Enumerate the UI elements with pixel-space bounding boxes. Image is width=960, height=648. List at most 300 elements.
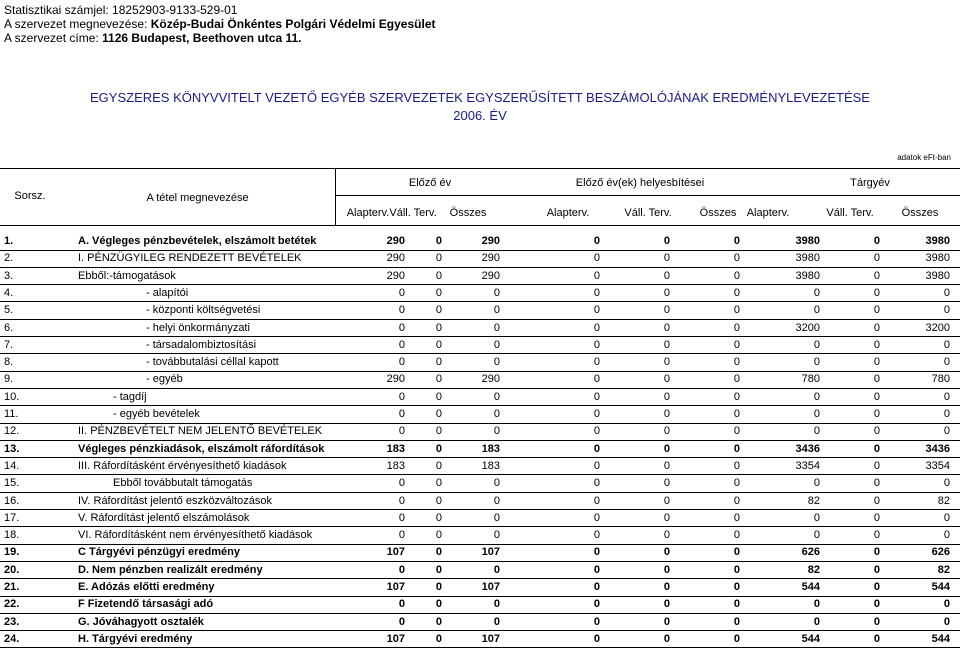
col-group-current-year: Tárgyév: [850, 177, 890, 189]
row-value: 0: [593, 252, 600, 265]
row-number: 3.: [4, 269, 14, 282]
row-value: 0: [733, 304, 740, 317]
row-value: 0: [873, 632, 880, 645]
org-address-value: 1126 Budapest, Beethoven utca 11.: [102, 31, 302, 45]
row-value: 0: [398, 408, 405, 420]
row-value: 0: [733, 511, 740, 524]
row-value: 0: [943, 390, 950, 403]
row-value: 0: [663, 459, 670, 472]
row-value: 0: [593, 390, 600, 403]
row-value: 0: [593, 235, 600, 247]
row-number: 20.: [4, 563, 20, 576]
row-value: 0: [493, 494, 500, 507]
row-number: 8.: [4, 356, 14, 369]
row-number: 5.: [4, 304, 14, 317]
row-value: 0: [813, 511, 820, 524]
row-value: 0: [733, 269, 740, 282]
row-value: 0: [593, 511, 600, 524]
row-value: 0: [493, 511, 500, 524]
row-number: 16.: [4, 494, 20, 507]
row-value: 0: [813, 304, 820, 317]
row-number: 4.: [4, 286, 14, 299]
row-label: IV. Ráfordítást jelentő eszközváltozások: [78, 494, 273, 507]
table-row: [0, 302, 960, 319]
row-label: A. Végleges pénzbevételek, elszámolt betétek: [78, 235, 317, 247]
row-value: 3200: [925, 321, 950, 334]
row-value: 0: [435, 615, 442, 628]
table-row: [0, 614, 960, 631]
row-value: 0: [593, 442, 600, 455]
row-value: 0: [943, 338, 950, 351]
row-value: 0: [733, 546, 740, 559]
row-label: Ebből:-támogatások: [78, 269, 176, 282]
col-group-corrections: Előző év(ek) helyesbítései: [575, 177, 705, 189]
org-address-line: [4, 31, 301, 45]
row-value: 0: [733, 373, 740, 386]
row-value: 0: [733, 321, 740, 334]
row-value: 0: [493, 425, 500, 438]
row-value: 626: [801, 546, 820, 559]
row-value: 0: [733, 408, 740, 420]
table-row: [0, 579, 960, 596]
row-value: 0: [435, 408, 442, 420]
row-value: 0: [943, 304, 950, 317]
row-label: H. Tárgyévi eredmény: [78, 632, 193, 645]
row-value: 0: [435, 321, 442, 334]
row-value: 0: [435, 477, 442, 490]
header-group-divider: [335, 195, 960, 196]
row-value: 0: [493, 356, 500, 369]
org-address-label: A szervezet címe:: [4, 31, 103, 45]
table-row: [0, 389, 960, 406]
table-row: [0, 285, 960, 302]
row-value: 0: [663, 390, 670, 403]
row-value: 183: [481, 442, 500, 455]
row-value: 0: [813, 529, 820, 542]
row-value: 183: [386, 459, 405, 472]
table-row: [0, 423, 960, 440]
row-value: 0: [733, 459, 740, 472]
row-value: 0: [593, 459, 600, 472]
row-number: 9.: [4, 373, 14, 386]
row-value: 0: [873, 286, 880, 299]
row-value: 0: [873, 269, 880, 282]
table-row: [0, 371, 960, 388]
row-value: 626: [931, 546, 950, 559]
row-value: 0: [873, 598, 880, 611]
row-value: 0: [435, 269, 442, 282]
row-number: 14.: [4, 459, 20, 472]
row-value: 0: [663, 442, 670, 455]
row-value: 0: [593, 269, 600, 282]
row-value: 0: [593, 286, 600, 299]
org-name-line: [4, 17, 436, 31]
row-value: 0: [873, 321, 880, 334]
row-value: 544: [801, 632, 820, 645]
row-value: 3980: [925, 235, 950, 247]
row-value: 82: [937, 494, 950, 507]
row-value: 0: [733, 252, 740, 265]
row-value: 0: [813, 338, 820, 351]
row-value: 0: [813, 477, 820, 490]
row-value: 0: [435, 252, 442, 265]
row-value: 0: [435, 563, 442, 576]
report-title: EGYSZERES KÖNYVVITELT VEZETŐ EGYÉB SZERVEZETEK EGYSZERŰSÍTETT BESZÁMOLÓJÁNAK EREDMÉNYLEVEZETÉSE: [90, 90, 870, 105]
table-row: [0, 493, 960, 510]
row-value: 0: [398, 494, 405, 507]
row-value: 0: [398, 390, 405, 403]
table-row: [0, 544, 960, 561]
row-value: 0: [873, 563, 880, 576]
row-value: 0: [733, 615, 740, 628]
row-value: 0: [663, 286, 670, 299]
row-value: 0: [873, 252, 880, 265]
row-value: 290: [481, 235, 500, 247]
row-value: 0: [663, 632, 670, 645]
row-value: 0: [663, 338, 670, 351]
row-value: 0: [398, 425, 405, 438]
row-number: 24.: [4, 632, 20, 645]
row-value: 0: [943, 477, 950, 490]
row-value: 0: [593, 477, 600, 490]
row-value: 0: [435, 425, 442, 438]
row-value: 0: [733, 338, 740, 351]
row-value: 0: [873, 459, 880, 472]
row-value: 0: [493, 304, 500, 317]
row-value: 0: [943, 286, 950, 299]
col-group-previous-year: Előző év: [408, 177, 452, 189]
row-value: 0: [593, 529, 600, 542]
row-number: 13.: [4, 442, 20, 455]
row-value: 0: [663, 304, 670, 317]
row-label: - tagdíj: [113, 390, 147, 403]
row-value: 0: [398, 321, 405, 334]
row-value: 0: [733, 632, 740, 645]
row-value: 0: [943, 356, 950, 369]
row-value: 0: [663, 425, 670, 438]
row-value: 0: [813, 598, 820, 611]
row-label: Ebből továbbutalt támogatás: [113, 477, 253, 490]
row-label: - alapítói: [146, 286, 189, 299]
row-value: 0: [873, 304, 880, 317]
row-value: 0: [435, 304, 442, 317]
table-row: [0, 406, 960, 423]
row-value: 0: [398, 477, 405, 490]
row-value: 0: [873, 511, 880, 524]
row-value: 3980: [795, 269, 820, 282]
row-value: 0: [733, 563, 740, 576]
row-label: - társadalombiztosítási: [146, 338, 257, 351]
row-value: 0: [873, 442, 880, 455]
row-value: 0: [873, 338, 880, 351]
row-number: 11.: [4, 408, 19, 420]
row-value: 0: [943, 425, 950, 438]
row-value: 544: [801, 581, 820, 593]
row-value: 544: [931, 632, 950, 645]
row-value: 0: [593, 581, 600, 593]
row-value: 107: [386, 632, 405, 645]
row-value: 0: [663, 494, 670, 507]
row-value: 780: [801, 373, 820, 386]
row-value: 0: [813, 615, 820, 628]
row-value: 0: [493, 598, 500, 611]
row-value: 183: [386, 442, 405, 455]
subcol-header: Alapterv.: [346, 207, 390, 219]
row-number: 6.: [4, 321, 14, 334]
row-value: 0: [593, 563, 600, 576]
row-value: 0: [435, 581, 442, 593]
table-row: [0, 562, 960, 579]
row-value: 0: [733, 581, 740, 593]
table-row: [0, 250, 960, 267]
row-number: 18.: [4, 529, 20, 542]
row-label: D. Nem pénzben realizált eredmény: [78, 563, 263, 576]
row-value: 0: [493, 477, 500, 490]
row-value: 0: [663, 477, 670, 490]
row-value: 0: [733, 390, 740, 403]
row-value: 0: [663, 269, 670, 282]
row-value: 0: [593, 321, 600, 334]
row-value: 3436: [795, 442, 820, 455]
row-value: 0: [398, 286, 405, 299]
row-value: 290: [386, 235, 405, 247]
row-value: 107: [481, 546, 500, 559]
row-value: 0: [593, 494, 600, 507]
row-value: 0: [593, 546, 600, 559]
row-value: 0: [733, 598, 740, 611]
row-value: 0: [663, 408, 670, 420]
row-value: 0: [663, 511, 670, 524]
row-value: 0: [663, 615, 670, 628]
table-row: [0, 510, 960, 527]
unit-note: adatok eFt-ban: [897, 153, 951, 162]
row-value: 0: [873, 390, 880, 403]
row-label: C Tárgyévi pénzügyi eredmény: [78, 546, 240, 559]
row-number: 2.: [4, 252, 14, 265]
row-number: 7.: [4, 338, 14, 351]
row-value: 0: [435, 442, 442, 455]
row-value: 0: [663, 529, 670, 542]
row-number: 21.: [4, 581, 20, 593]
row-number: 1.: [4, 235, 14, 247]
row-value: 0: [663, 581, 670, 593]
row-value: 0: [733, 494, 740, 507]
row-value: 82: [807, 563, 820, 576]
row-value: 0: [663, 373, 670, 386]
row-value: 0: [435, 286, 442, 299]
row-value: 0: [435, 338, 442, 351]
row-number: 17.: [4, 511, 20, 524]
row-value: 290: [481, 252, 500, 265]
header-top-border: [0, 168, 960, 169]
subcol-header: Összes: [449, 207, 487, 219]
row-value: 290: [386, 269, 405, 282]
row-value: 0: [873, 529, 880, 542]
row-value: 0: [593, 338, 600, 351]
row-value: 3200: [795, 321, 820, 334]
subcol-header: Alapterv.: [546, 207, 590, 219]
row-value: 0: [493, 615, 500, 628]
row-value: 0: [663, 321, 670, 334]
row-value: 0: [398, 338, 405, 351]
row-value: 0: [873, 546, 880, 559]
table-row: [0, 320, 960, 337]
row-value: 0: [733, 442, 740, 455]
report-year: 2006. ÉV: [453, 108, 507, 123]
row-value: 183: [481, 459, 500, 472]
row-value: 0: [593, 408, 600, 420]
row-value: 0: [873, 408, 880, 420]
row-value: 0: [733, 425, 740, 438]
row-value: 0: [435, 632, 442, 645]
col-item-name: A tétel megnevezése: [146, 192, 249, 204]
row-label: Végleges pénzkiadások, elszámolt ráfordítások: [78, 442, 325, 455]
row-value: 0: [593, 615, 600, 628]
row-value: 107: [386, 581, 405, 593]
row-value: 0: [398, 304, 405, 317]
row-label: - egyéb: [146, 373, 183, 386]
stat-number-value: 18252903-9133-529-01: [112, 3, 238, 17]
header-bottom-border: [0, 225, 960, 226]
org-name-label: A szervezet megnevezése:: [4, 17, 151, 31]
row-value: 290: [481, 373, 500, 386]
row-value: 0: [493, 321, 500, 334]
row-value: 0: [943, 511, 950, 524]
row-label: II. PÉNZBEVÉTELT NEM JELENTŐ BEVÉTELEK: [78, 425, 323, 438]
row-value: 3354: [795, 459, 820, 472]
subcol-header: Váll. Terv.: [389, 207, 437, 219]
row-value: 0: [398, 356, 405, 369]
table-row: [0, 458, 960, 475]
row-value: 0: [943, 408, 950, 420]
row-value: 0: [943, 598, 950, 611]
row-value: 0: [593, 598, 600, 611]
table-row: [0, 233, 960, 250]
subcol-header: Összes: [699, 207, 737, 219]
row-value: 0: [435, 529, 442, 542]
row-value: 0: [733, 529, 740, 542]
row-number: 10.: [4, 390, 20, 403]
row-value: 0: [493, 286, 500, 299]
row-value: 0: [663, 598, 670, 611]
row-value: 82: [937, 563, 950, 576]
row-value: 0: [435, 390, 442, 403]
row-value: 0: [663, 252, 670, 265]
row-value: 0: [813, 425, 820, 438]
row-value: 0: [493, 390, 500, 403]
row-label: V. Ráfordítást jelentő elszámolások: [78, 511, 250, 524]
row-label: III. Ráfordításként érvényesíthető kiadások: [78, 459, 287, 472]
row-value: 0: [493, 529, 500, 542]
subcol-header: Összes: [901, 207, 939, 219]
header-col-divider: [335, 168, 336, 225]
row-number: 12.: [4, 425, 20, 438]
row-value: 0: [663, 563, 670, 576]
table-row: [0, 475, 960, 492]
row-label: E. Adózás előtti eredmény: [78, 581, 215, 593]
row-label: I. PÉNZÜGYILEG RENDEZETT BEVÉTELEK: [78, 252, 302, 265]
row-value: 0: [813, 390, 820, 403]
stat-number-label: Statisztikai számjel:: [4, 3, 113, 17]
row-value: 290: [481, 269, 500, 282]
row-value: 0: [873, 615, 880, 628]
table-row: [0, 354, 960, 371]
row-value: 0: [398, 615, 405, 628]
row-value: 290: [386, 252, 405, 265]
row-value: 0: [398, 511, 405, 524]
row-value: 0: [493, 563, 500, 576]
table-row: [0, 441, 960, 458]
row-value: 0: [873, 356, 880, 369]
row-value: 0: [813, 408, 820, 420]
row-value: 0: [398, 529, 405, 542]
row-value: 3354: [925, 459, 950, 472]
row-value: 3980: [795, 235, 820, 247]
row-value: 0: [663, 356, 670, 369]
table-row: [0, 631, 960, 648]
row-number: 15.: [4, 477, 20, 490]
row-value: 0: [873, 235, 880, 247]
row-value: 107: [481, 581, 500, 593]
subcol-header: Alapterv.: [746, 207, 790, 219]
row-value: 0: [493, 338, 500, 351]
row-label: - helyi önkormányzati: [146, 321, 250, 334]
row-value: 0: [493, 408, 500, 420]
row-value: 0: [663, 546, 670, 559]
row-value: 0: [593, 632, 600, 645]
row-value: 0: [435, 459, 442, 472]
row-value: 0: [733, 477, 740, 490]
row-value: 0: [398, 598, 405, 611]
row-value: 0: [398, 563, 405, 576]
row-value: 0: [593, 304, 600, 317]
row-value: 107: [386, 546, 405, 559]
row-value: 780: [931, 373, 950, 386]
row-value: 3436: [925, 442, 950, 455]
row-value: 0: [873, 581, 880, 593]
col-sorsz: Sorsz.: [14, 190, 46, 202]
row-value: 0: [435, 598, 442, 611]
stat-number-line: [4, 3, 237, 17]
row-value: 3980: [925, 252, 950, 265]
row-value: 0: [593, 373, 600, 386]
row-label: - továbbutalási céllal kapott: [146, 356, 279, 369]
row-value: 0: [943, 529, 950, 542]
row-value: 0: [435, 356, 442, 369]
row-value: 544: [931, 581, 950, 593]
row-number: 23.: [4, 615, 20, 628]
row-value: 0: [435, 511, 442, 524]
row-value: 0: [873, 477, 880, 490]
row-value: 0: [813, 286, 820, 299]
row-label: F Fizetendő társasági adó: [78, 598, 214, 611]
row-value: 0: [435, 373, 442, 386]
table-row: [0, 596, 960, 613]
subcol-header: Váll. Terv.: [826, 207, 874, 219]
table-row: [0, 527, 960, 544]
row-value: 290: [386, 373, 405, 386]
row-label: VI. Ráfordításként nem érvényesíthető kiadások: [78, 529, 313, 542]
row-label: - központi költségvetési: [146, 304, 261, 317]
row-value: 0: [435, 546, 442, 559]
row-value: 0: [593, 356, 600, 369]
row-label: G. Jóváhagyott osztalék: [78, 615, 204, 628]
row-value: 107: [481, 632, 500, 645]
row-value: 0: [663, 235, 670, 247]
row-value: 3980: [925, 269, 950, 282]
row-label: - egyéb bevételek: [113, 408, 200, 420]
row-value: 0: [873, 494, 880, 507]
